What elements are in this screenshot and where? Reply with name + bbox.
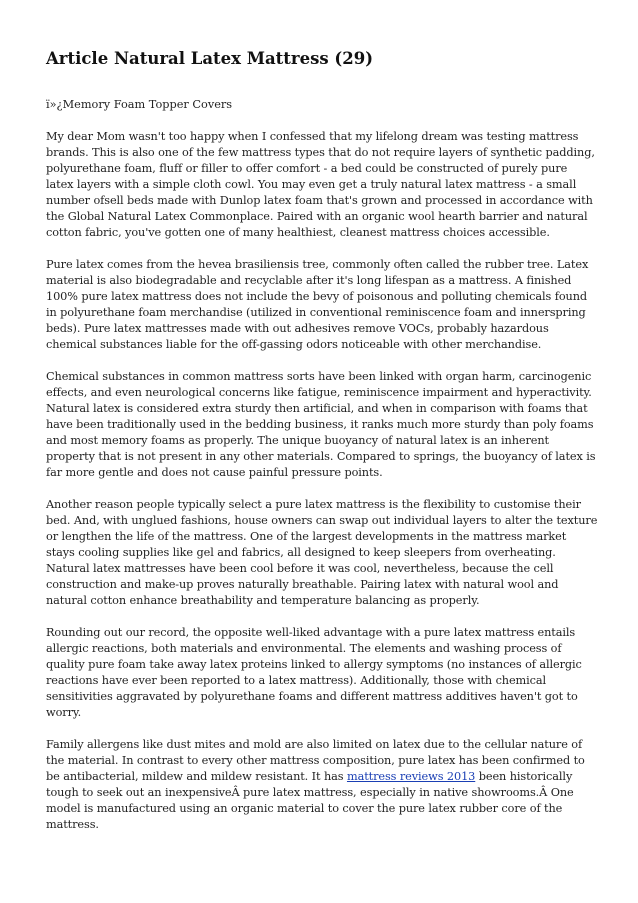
- paragraph-3: Chemical substances in common mattress sorts have been linked with organ harm, carcinogenic effects, and even neurological concerns like fatigue, reminiscence impairment and hyperactivity. Natural latex is considered extra sturdy then artificial, and when in comparison with foams that have been traditionally used in the bedding business, it ranks much more sturdy than poly foams and most memory foams as properly. The unique buoyancy of natural latex is an inherent property that is not present in any other materials. Compared to springs, the buoyancy of latex is far more gentle and does not cause painful pressure points.: [46, 370, 596, 479]
- paragraph-5: Rounding out our record, the opposite well-liked advantage with a pure latex mattress entails allergic reactions, both materials and environmental. The elements and washing process of quality pure foam take away latex proteins linked to allergy symptoms (no instances of allergic reactions have ever been reported to a latex mattress). Additionally, those with chemical sensitivities aggravated by polyurethane foams and different mattress additives haven't got to worry.: [46, 626, 582, 719]
- paragraph-2: Pure latex comes from the hevea brasiliensis tree, commonly often called the rubber tree. Latex material is also biodegradable and recyclable after it's long lifespan as a mattress. A finished 100% pure latex mattress does not include the bevy of poisonous and polluting chemicals found in polyurethane foam merchandise (utilized in conventional reminiscence foam and innerspring beds). Pure latex mattresses made with out adhesives remove VOCs, probably hazardous chemical substances liable for the off-gassing odors noticeable with other merchandise.: [46, 258, 589, 351]
- mattress-reviews-link[interactable]: mattress reviews 2013: [346, 770, 476, 783]
- paragraph-6: [46, 737, 598, 833]
- paragraph-4: Another reason people typically select a pure latex mattress is the flexibility to customise their bed. And, with unglued fashions, house owners can swap out individual layers to alter the texture or lengthen the life of the mattress. One of the largest developments in the mattress market stays cooling supplies like gel and fabrics, all designed to keep sleepers from overheating. Natural latex mattresses have been cool before it was cool, nevertheless, because the cell construction and make-up proves naturally breathable. Pairing latex with natural wool and natural cotton enhance breathability and temperature balancing as properly.: [46, 498, 598, 607]
- document-page: [46, 48, 598, 849]
- subtitle: ï»¿Memory Foam Topper Covers: [46, 98, 233, 111]
- paragraph-1: My dear Mom wasn't too happy when I confessed that my lifelong dream was testing mattress brands. This is also one of the few mattress types that do not require layers of synthetic padding, polyurethane foam, fluff or filler to offer comfort - a bed could be constructed of purely pure latex layers with a simple cloth cowl. You may even get a truly natural latex mattress - a small number ofsell beds made with Dunlop latex foam that's grown and processed in accordance with the Global Natural Latex Commonplace. Paired with an organic wool hearth barrier and natural cotton fabric, you've gotten one of many healthiest, cleanest mattress choices accessible.: [46, 130, 595, 239]
- page-title: Article Natural Latex Mattress (29): [46, 49, 374, 68]
- paragraph-6-text-after-link: been historically tough to seek out an inexpensiveÂ pure latex mattress, especially in native showrooms.Â One model is manufactured using an organic material to cover the pure latex rubber core of the mattress.: [46, 770, 574, 831]
- paragraph-6-text-before-link: Family allergens like dust mites and mold are also limited on latex due to the cellular nature of the material. In contrast to every other mattress composition, pure latex has been confirmed to be antibacterial, mildew and mildew resistant. It has: [46, 738, 585, 783]
